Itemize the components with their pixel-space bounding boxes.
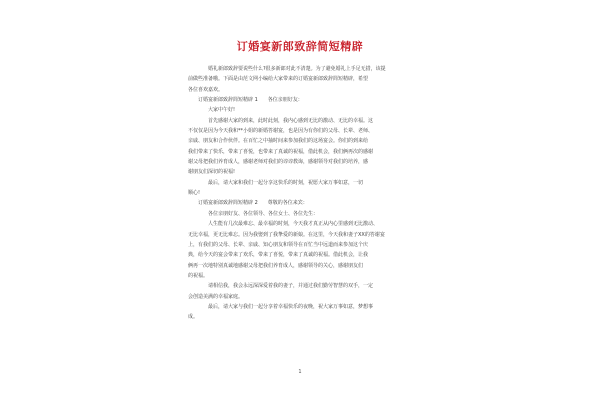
paragraph-line: 大家中午好! bbox=[208, 107, 236, 114]
paragraph-line: 我们带来了快乐，带来了喜悦，也带来了真诚的祝福，借此机会，我们俩再次的感谢 bbox=[188, 148, 374, 155]
paragraph-line: 上，有我们的父母、长辈、亲戚、知心朋友和领导在百忙当中远道而来参加这个庆 bbox=[188, 241, 369, 248]
paragraph-line: 最后，请大家与我们一起分享着幸福快乐的夜晚，祝大家万事如意，梦想事 bbox=[208, 303, 374, 310]
paragraph-line: 订婚宴新郎致辞简短精辟 1 各位亲朋好友： bbox=[198, 97, 303, 104]
document-body bbox=[188, 64, 410, 323]
paragraph-line: 俩再一次地特别真诚地感谢父母把我们养育成人，感谢领导的关心，感谢朋友们 bbox=[188, 262, 364, 269]
paragraph-line: 订婚宴新郎致辞简短精辟 2 尊敬的各位来宾： bbox=[198, 200, 308, 207]
paragraph-line: 请相信我，我会永远深深爱着我的妻子，并通过我们勤劳智慧的双手，一定 bbox=[208, 283, 374, 290]
paragraph-line: 前做些准备哦。下面是由范文网小编给大家带来的订婚宴新郎致辞简短精辟，希望 bbox=[188, 76, 369, 83]
paragraph-line: 人生能有几次最难忘、最幸福的时刻，今天我才真正从内心里感到无比激动、 bbox=[208, 221, 379, 228]
paragraph-line: 顺心! bbox=[188, 190, 201, 197]
paragraph-line: 首先感谢大家的到来，此时此刻，我内心感到无比的激动、无比的幸福。这 bbox=[208, 117, 374, 124]
paragraph-line: 的祝福。 bbox=[188, 272, 209, 279]
paragraph-line: 最后，请大家和我们一起分享这快乐的时刻，祝愿大家万事如意，一切 bbox=[208, 179, 364, 186]
paragraph-line: 成。 bbox=[188, 314, 199, 321]
document-title: 订婚宴新郎致辞简短精辟 bbox=[236, 40, 364, 53]
paragraph-line: 谢父母把我们养育成人，感谢老师对我们的谆谆教诲，感谢领导对我们的培养，感 bbox=[188, 159, 369, 166]
paragraph-line: 会创造美满的幸福家庭。 bbox=[188, 293, 244, 300]
paragraph-line: 各位喜欢嘉欢。 bbox=[188, 86, 224, 93]
page-number: 1 bbox=[298, 369, 302, 375]
paragraph-line: 亲戚、朋友和合作伙伴。在百忙之中抽时间来参加我们的这场宴会。你们的到来给 bbox=[188, 138, 369, 145]
paragraph-line: 谢朋友们深切的祝福! bbox=[188, 169, 236, 176]
paragraph-line: 不仅仅是因为今天我和**小姐的新婚答谢宴，也是因为有你们的父母、长辈、老师、 bbox=[188, 128, 374, 135]
paragraph-line: 各位亲朋好友、各位领导、各位女士、各位先生： bbox=[208, 210, 319, 217]
paragraph-line: 婚礼新郎致辞要说些什么?很多新郎对此不清楚。为了避免婚礼上手足无措，该提 bbox=[208, 66, 386, 72]
paragraph-line: 无比幸福，更无比难忘。因为我娶到了我挚爱的新娘。在这里，今天我和妻子XX的答谢宴 bbox=[188, 231, 385, 238]
paragraph-line: 典，给今天的宴会带来了欢乐，带来了喜悦，带来了真诚的祝福。借此机会，让我 bbox=[188, 252, 369, 259]
